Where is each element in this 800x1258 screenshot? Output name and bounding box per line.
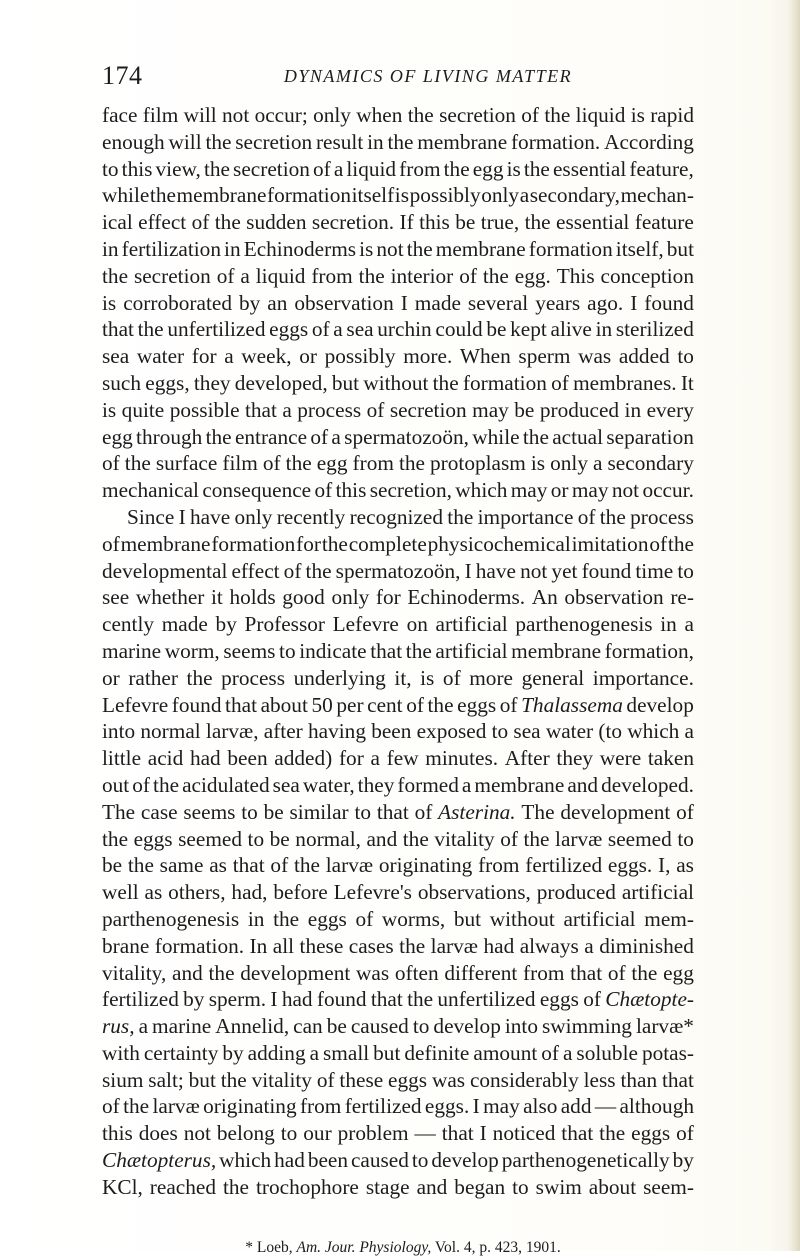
text-line: little acid had been added) for a few minutes. After they were taken xyxy=(102,746,694,771)
text-line: is quite possible that a process of secretion may be produced in every xyxy=(102,397,694,422)
text-line: the eggs seemed to be normal, and the vitality of the larvæ seemed to xyxy=(102,826,694,851)
text-line: with certainty by adding a small but definite amount of a soluble potas- xyxy=(102,1040,694,1065)
running-title: DYNAMICS OF LIVING MATTER xyxy=(283,66,573,86)
page-number: 174 xyxy=(102,61,143,90)
text-line: sium salt; but the vitality of these eggs was considerably less than that xyxy=(102,1067,694,1092)
text-line: KCl, reached the trochophore stage and began to swim about seem- xyxy=(102,1174,694,1199)
text-line: see whether it holds good only for Echinoderms. An observation re- xyxy=(102,585,694,610)
text-line: fertilized by sperm. I had found that the unfertilized eggs of Chætopte- xyxy=(102,987,694,1012)
footnote-journal: Am. Jour. Physiology, xyxy=(296,1239,432,1256)
text-line: Since I have only recently recognized the importance of the process xyxy=(127,504,694,529)
text-line: while the membrane formation itself is possibly only a secondary, mechan- xyxy=(102,183,694,208)
text-line: of membrane formation for the complete physicochemical imitation of the xyxy=(102,531,694,556)
text-line: vitality, and the development was often different from that of the egg xyxy=(102,960,694,985)
text-line: this does not belong to our problem — that I noticed that the eggs of xyxy=(102,1121,694,1146)
page-edge xyxy=(788,0,800,1251)
page-header xyxy=(102,58,694,94)
text-line: mechanical consequence of this secretion, which may or may not occur. xyxy=(102,478,694,503)
text-line: is corroborated by an observation I made several years ago. I found xyxy=(102,290,694,315)
text-line: sea water for a week, or possibly more. When sperm was added to xyxy=(102,344,694,369)
text-line: cently made by Professor Lefevre on artificial parthenogenesis in a xyxy=(102,612,694,637)
text-line: the secretion of a liquid from the interior of the egg. This conception xyxy=(102,263,694,288)
footnote-marker: * xyxy=(245,1239,253,1256)
text-line: or rather the process underlying it, is of more general importance. xyxy=(102,665,694,690)
footnote xyxy=(0,1238,800,1258)
text-line: egg through the entrance of a spermatozoön, while the actual separation xyxy=(102,424,694,449)
text-line: such eggs, they developed, but without the formation of membranes. It xyxy=(102,370,694,395)
text-line: be the same as that of the larvæ originating from fertilized eggs. I, as xyxy=(102,853,694,878)
text-line: marine worm, seems to indicate that the artificial membrane formation, xyxy=(102,638,694,663)
text-line: rus, a marine Annelid, can be caused to develop into swimming larvæ* xyxy=(102,1014,694,1039)
text-line: in fertilization in Echinoderms is not the membrane formation itself, but xyxy=(102,236,694,261)
text-line: Chætopterus, which had been caused to develop parthenogenetically by xyxy=(102,1148,694,1173)
text-line: that the unfertilized eggs of a sea urchin could be kept alive in sterilized xyxy=(102,317,694,342)
text-line: into normal larvæ, after having been exposed to sea water (to which a xyxy=(102,719,694,744)
footnote-author: Loeb, xyxy=(256,1239,293,1256)
footnote-details: Vol. 4, p. 423, 1901. xyxy=(434,1239,561,1256)
text-line: developmental effect of the spermatozoön, I have not yet found time to xyxy=(102,558,694,583)
text-line: parthenogenesis in the eggs of worms, but without artificial mem- xyxy=(102,906,694,931)
text-line: of the surface film of the egg from the protoplasm is only a secondary xyxy=(102,451,694,476)
text-line: The case seems to be similar to that of Asterina. The development of xyxy=(102,799,694,824)
text-line: to this view, the secretion of a liquid from the egg is the essential feature, xyxy=(102,156,694,181)
text-line: Lefevre found that about 50 per cent of the eggs of Thalassema develop xyxy=(102,692,694,717)
text-line: face film will not occur; only when the secretion of the liquid is rapid xyxy=(102,103,694,127)
text-line: enough will the secretion result in the membrane formation. According xyxy=(102,129,694,154)
text-line: well as others, had, before Lefevre's observations, produced artificial xyxy=(102,880,694,905)
text-line: of the larvæ originating from fertilized eggs. I may also add — although xyxy=(102,1094,694,1119)
body-text xyxy=(102,102,694,1201)
text-line: out of the acidulated sea water, they formed a membrane and developed. xyxy=(102,772,694,797)
text-line: ical effect of the sudden secretion. If this be true, the essential feature xyxy=(102,210,694,235)
text-line: brane formation. In all these cases the larvæ had always a diminished xyxy=(102,933,694,958)
